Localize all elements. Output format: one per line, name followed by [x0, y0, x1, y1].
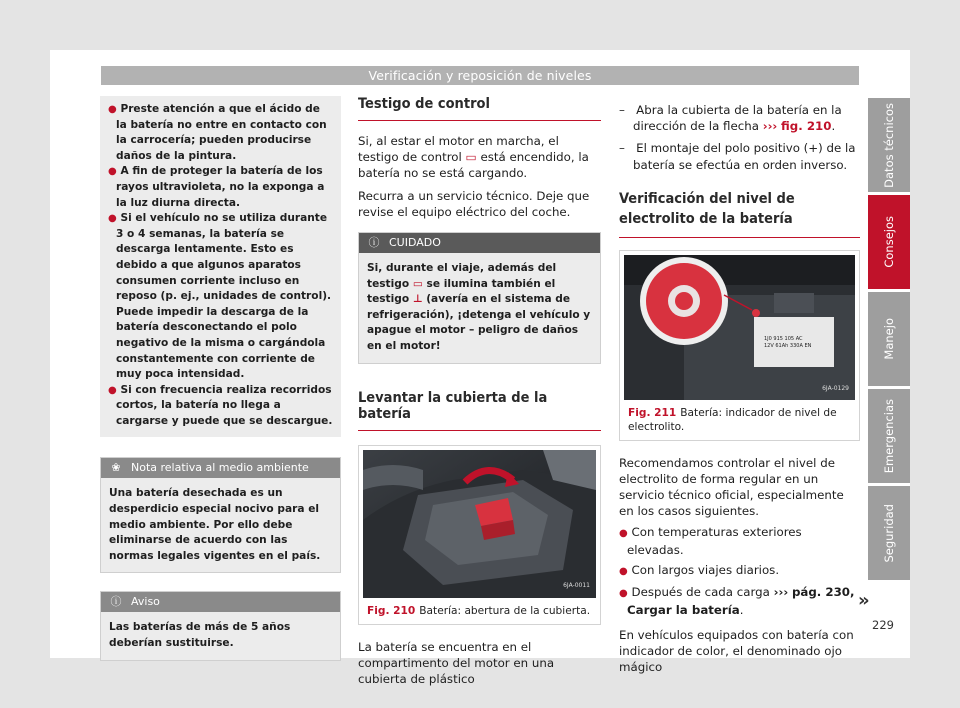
figure-211 — [619, 250, 860, 441]
cuidado-text: Si, durante el viaje, además del testigo ▭ se ilumina también el testigo ⊥ (avería en el sistema de refrigeración), ¡detenga el vehículo y apague el motor – peligro de daños en el motor! — [359, 253, 600, 363]
battery-cover-illustration — [363, 450, 596, 598]
tab-seguridad[interactable]: Seguridad — [868, 486, 910, 580]
section-title-verificacion: Verificación del nivel de electrolito de la batería — [619, 189, 860, 238]
column-3 — [619, 96, 860, 675]
section-title-testigo: Testigo de control — [358, 96, 601, 121]
page-header: Verificación y reposición de niveles — [101, 66, 859, 85]
coolant-warning-icon: ⊥ — [412, 293, 423, 306]
electrolyte-illustration — [624, 255, 855, 400]
warning-item: ● Preste atención a que el ácido de la batería no entre en contacto con la carrocería; pueden producirse daños de la pintura. — [108, 103, 327, 162]
warning-box — [100, 96, 341, 437]
environment-note — [100, 457, 341, 573]
figure-code: 6JA-0011 — [563, 581, 590, 589]
environment-note-text: Una batería desechada es un desperdicio especial nocivo para el medio ambiente. Por ello debe eliminarse de acuerdo con las normas legales vigentes en el país. — [101, 478, 340, 572]
pag-230-link[interactable]: pág. 230, Cargar la batería — [627, 585, 855, 618]
aviso-text: Las baterías de más de 5 años deberían sustituirse. — [101, 612, 340, 659]
battery-label-line1: 1J0 915 105 AC — [764, 335, 803, 342]
continue-arrow-icon: » — [858, 590, 870, 611]
bullet-item: ● Con largos viajes diarios. — [619, 563, 780, 578]
figure-211-caption: Fig. 211 Batería: indicador de nivel de electrolito. — [628, 406, 837, 433]
warning-item: ● Si el vehículo no se utiliza durante 3 o 4 semanas, la batería se descarga lentamente. Esto es debido a que algunos aparatos consumen corriente incluso en reposo (p. ej., unidades de control). Puede impedir la descarga de la batería desconectando el polo negativo de la misma o cargándola constantemente con corriente de muy poca intensidad. — [108, 212, 332, 381]
step-2: – El montaje del polo positivo (+) de la batería se efectúa en orden inverso. — [619, 141, 856, 172]
battery-cover-photo — [363, 450, 596, 598]
electrolyte-paragraph-2: En vehículos equipados con batería con indicador de color, el denominado ojo mágico — [619, 627, 854, 675]
info-icon: ⓘ — [110, 595, 122, 609]
bullet-item: ● Con temperaturas exteriores elevadas. — [619, 524, 802, 557]
warning-circle-icon: ⓘ — [368, 236, 380, 250]
electrolyte-paragraph-1: Recomendamos controlar el nivel de electrolito de forma regular en un servicio técnico oficial, especialmente en los casos siguientes. — [619, 455, 844, 519]
battery-warning-icon: ▭ — [412, 277, 423, 290]
column-1 — [100, 96, 341, 661]
battery-warning-icon: ▭ — [465, 150, 477, 165]
tab-manejo[interactable]: Manejo — [868, 292, 910, 386]
cuidado-box — [358, 232, 601, 364]
cuidado-title: CUIDADO — [389, 236, 441, 250]
tab-consejos[interactable]: Consejos — [868, 195, 910, 289]
battery-label-line2: 12V 61Ah 330A EN — [764, 342, 812, 349]
figure-210 — [358, 445, 601, 625]
section-title-levantar: Levantar la cubierta de la batería — [358, 390, 601, 431]
bullet-item: ● Después de cada carga ››› pág. 230, Cargar la batería. — [619, 585, 855, 618]
figure-code: 6JA-0129 — [822, 384, 849, 392]
levantar-paragraph: La batería se encuentra en el compartimento del motor en una cubierta de plástico — [358, 639, 555, 686]
tab-emergencias[interactable]: Emergencias — [868, 389, 910, 483]
fig-210-link[interactable]: fig. 210 — [781, 119, 832, 134]
electrolyte-indicator-photo — [624, 255, 855, 400]
leaf-icon: ❀ — [111, 461, 121, 475]
warning-item: ● Si con frecuencia realiza recorridos cortos, la batería no llega a cargarse y puede que se descargue. — [108, 383, 333, 427]
warning-item: ● A fin de proteger la batería de los rayos ultravioleta, no la exponga a la luz diurna directa. — [108, 165, 325, 209]
aviso-note — [100, 591, 341, 660]
environment-note-title: Nota relativa al medio ambiente — [131, 461, 309, 475]
page-number: 229 — [872, 618, 894, 632]
figure-210-caption: Fig. 210 Batería: abertura de la cubierta. — [367, 604, 591, 617]
column-2 — [358, 96, 601, 687]
aviso-title: Aviso — [131, 595, 160, 609]
testigo-paragraph-2: Recurra a un servicio técnico. Deje que revise el equipo eléctrico del coche. — [358, 188, 590, 219]
step-1: – Abra la cubierta de la batería en la dirección de la flecha ››› fig. 210. — [619, 103, 842, 134]
testigo-paragraph-1: Si, al estar el motor en marcha, el testigo de control ▭ está encendido, la batería no se está cargando. — [358, 134, 589, 181]
tab-datos-tecnicos[interactable]: Datos técnicos — [868, 98, 910, 192]
